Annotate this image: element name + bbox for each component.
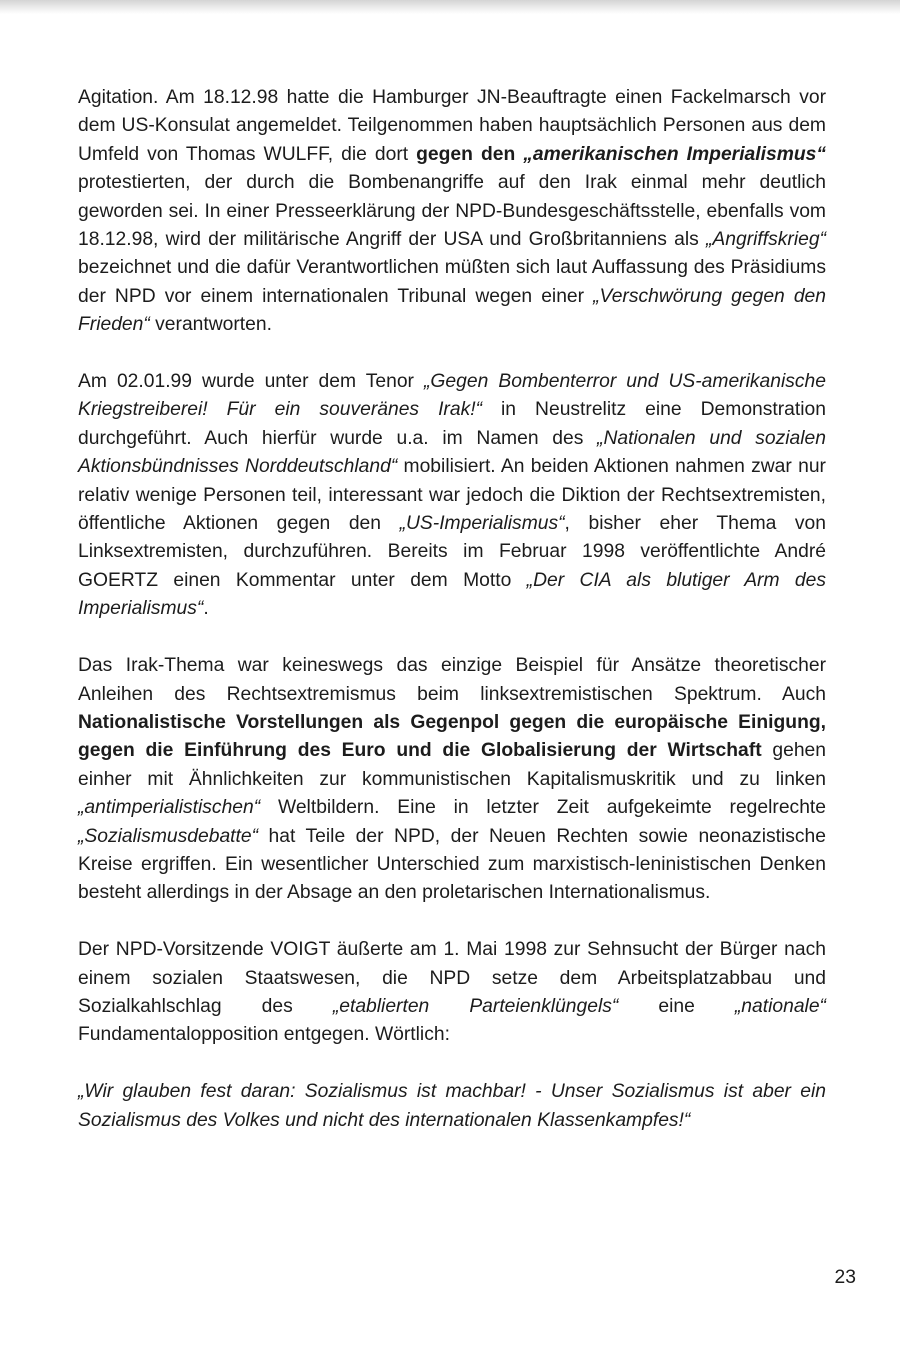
emphasis-run: „US-Imperialismus“ bbox=[399, 513, 565, 535]
paragraph-4: Der NPD-Vorsitzende VOIGT äußerte am 1. Mai 1998 zur Sehnsucht der Bürger nach einem sozialen Staatswesen, die NPD setze dem Arbeitsplatzabbau und Sozialkahlschlag des „etablierten Parteienklüngels“ eine „nationale“ Fundamentalopposition entgegen. Wörtlich: bbox=[78, 939, 826, 1046]
paragraph-3: Das Irak-Thema war keineswegs das einzige Beispiel für Ansätze theoretischer Anleihen des Rechtsextremismus beim linksextremistischen Spektrum. Auch Nationalistische Vorstellungen als Gegenpol gegen die europäische Einigung, gegen die Einführung des Euro und die Globalisierung der Wirtschaft gehen einher mit Ähnlichkeiten zur kommunistischen Kapitalismuskritik und zu linken „antimperialistischen“ Weltbildern. Eine in letzter Zeit aufgekeimte regelrechte „Sozialismusdebatte“ hat Teile der NPD, der Neuen Rechten sowie neonazistische Kreise ergriffen. Ein wesentlicher Unterschied zum marxistisch-leninistischen Denken besteht allerdings in der Absage an den proletarischen Internationalismus. bbox=[78, 655, 826, 904]
emphasis-run: „antimperialistischen“ bbox=[78, 797, 261, 819]
emphasis-run: „Sozialismusdebatte“ bbox=[78, 825, 259, 847]
emphasis-run: „Nationalen und sozialen Aktionsbündnisses Norddeutschland“ bbox=[78, 427, 826, 478]
emphasis-run: gegen den bbox=[416, 143, 524, 165]
paragraph-2: Am 02.01.99 wurde unter dem Tenor „Gegen Bombenterror und US-amerikanische Kriegstreiberei! Für ein souveränes Irak!“ in Neustrelitz eine Demonstration durchgeführt. Auch hierfür wurde u.a. im Namen des „Nationalen und sozialen Aktionsbündnisses Norddeutschland“ mobilisiert. An beiden Aktionen nahmen zwar nur relativ wenige Personen teil, interessant war jedoch die Diktion der Rechtsextremisten, öffentliche Aktionen gegen den „US-Imperialismus“, bisher eher Thema von Linksextremisten, durchzuführen. Bereits im Februar 1998 veröffentlichte André GOERTZ einen Kommentar unter dem Motto „Der CIA als blutiger Arm des Imperialismus“. bbox=[78, 371, 827, 620]
emphasis-run: „Verschwörung gegen den Frieden“ bbox=[78, 285, 826, 336]
emphasis-run: „etablierten Parteienklüngels“ bbox=[332, 995, 619, 1017]
page-number: 23 bbox=[834, 1267, 856, 1288]
scan-top-edge bbox=[0, 0, 900, 14]
emphasis-run: Nationalistische Vorstellungen als Gegenpol gegen die europäische Einigung, gegen die Einführung des Euro und die Globalisierung der Wirtschaft bbox=[78, 711, 826, 762]
emphasis-run: „Der CIA als blutiger Arm des Imperialismus“ bbox=[78, 569, 826, 620]
emphasis-run: „amerikanischen Imperialismus“ bbox=[523, 143, 826, 165]
quote-paragraph: „Wir glauben fest daran: Sozialismus ist machbar! - Unser Sozialismus ist aber ein Sozialismus des Volkes und nicht des internationalen Klassenkampfes!“ bbox=[78, 1081, 826, 1131]
paragraph-1: Agitation. Am 18.12.98 hatte die Hamburger JN-Beauftragte einen Fackelmarsch vor dem US-Konsulat angemeldet. Teilgenommen haben hauptsächlich Personen aus dem Umfeld von Thomas WULFF, die dort gegen den „amerikanischen Imperialismus“ protestierten, der durch die Bombenangriffe auf den Irak einmal mehr deutlich geworden sei. In einer Presseerklärung der NPD-Bundesgeschäftsstelle, ebenfalls vom 18.12.98, wird der militärische Angriff der USA und Großbritanniens als „Angriffskrieg“ bezeichnet und die dafür Verantwortlichen müßten sich laut Auffassung des Präsidiums der NPD vor einem internationalen Tribunal wegen einer „Verschwörung gegen den Frieden“ verantworten. bbox=[78, 87, 826, 336]
emphasis-run: „Gegen Bombenterror und US-amerikanische Kriegstreiberei! Für ein souveränes Irak!“ bbox=[78, 371, 826, 421]
emphasis-run: „Angriffskrieg“ bbox=[706, 229, 826, 251]
emphasis-run: „nationale“ bbox=[734, 995, 826, 1017]
page-body bbox=[78, 84, 826, 1135]
